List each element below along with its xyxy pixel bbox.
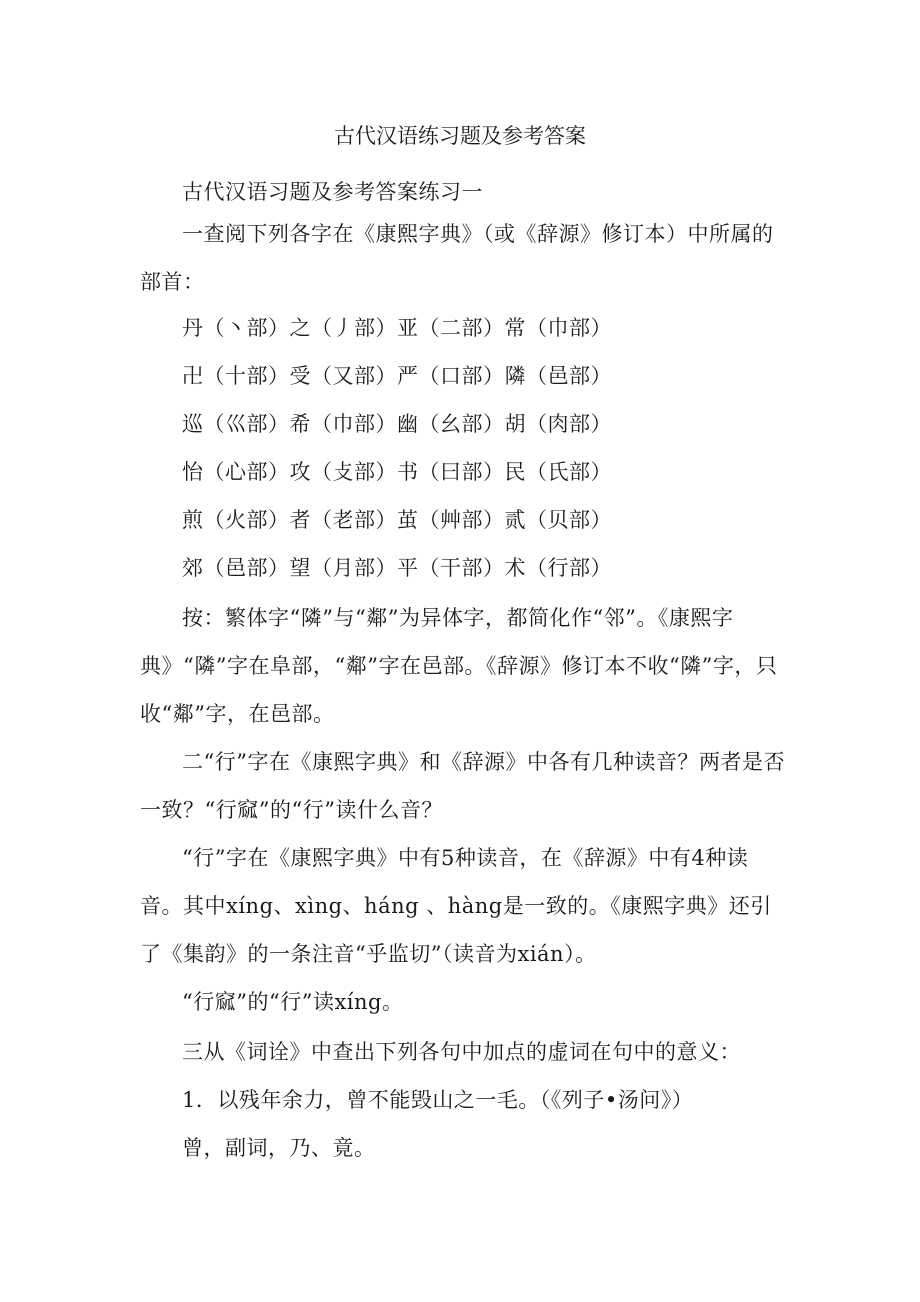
question-3-item-1: 1．以残年余力，曾不能毁山之一毛。（《列子•汤问》） [182, 1088, 694, 1112]
subtitle: 古代汉语习题及参考答案练习一 [182, 180, 483, 204]
radical-row-5: 煎（火部）者（老部）茧（艸部）贰（贝部） [182, 508, 612, 532]
question-3-item-1-answer: 曾，副词，乃、竟。 [182, 1136, 376, 1160]
radical-row-4: 怡（心部）攻（攴部）书（曰部）民（氏部） [182, 460, 612, 484]
question-2-answer: “行”字在《康熙字典》中有5种读音，在《辞源》中有4种读音。其中xíng、xìng、háng 、hàng是一致的。《康熙字典》还引了《集韵》的一条注音“乎监切”（读音为xián）。 [140, 846, 772, 966]
radical-row-3: 巡（巛部）希（巾部）幽（幺部）胡（肉部） [182, 412, 612, 436]
note-paragraph: 按：繁体字“隣”与“鄰”为异体字，都简化作“邻”。《康熙字典》“隣”字在阜部，“鄰”字在邑部。《辞源》修订本不收“隣”字，只收“鄰”字，在邑部。 [140, 606, 778, 726]
question-2-answer-2: “行窳”的“行”读xíng。 [182, 990, 404, 1014]
radical-row-2: 卍（十部）受（又部）严（口部）隣（邑部） [182, 364, 612, 388]
radical-row-6: 郊（邑部）望（月部）平（干部）术（行部） [182, 556, 612, 580]
question-3-prompt: 三从《词诠》中查出下列各句中加点的虚词在句中的意义： [182, 1040, 741, 1064]
question-2-prompt: 二“行”字在《康熙字典》和《辞源》中各有几种读音？两者是否一致？“行窳”的“行”读什么音？ [140, 750, 785, 822]
document-title: 古代汉语练习题及参考答案 [334, 124, 586, 148]
question-1-prompt: 一查阅下列各字在《康熙字典》（或《辞源》修订本）中所属的部首： [140, 222, 774, 294]
radical-row-1: 丹（丶部）之（丿部）亚（二部）常（巾部） [182, 316, 612, 340]
